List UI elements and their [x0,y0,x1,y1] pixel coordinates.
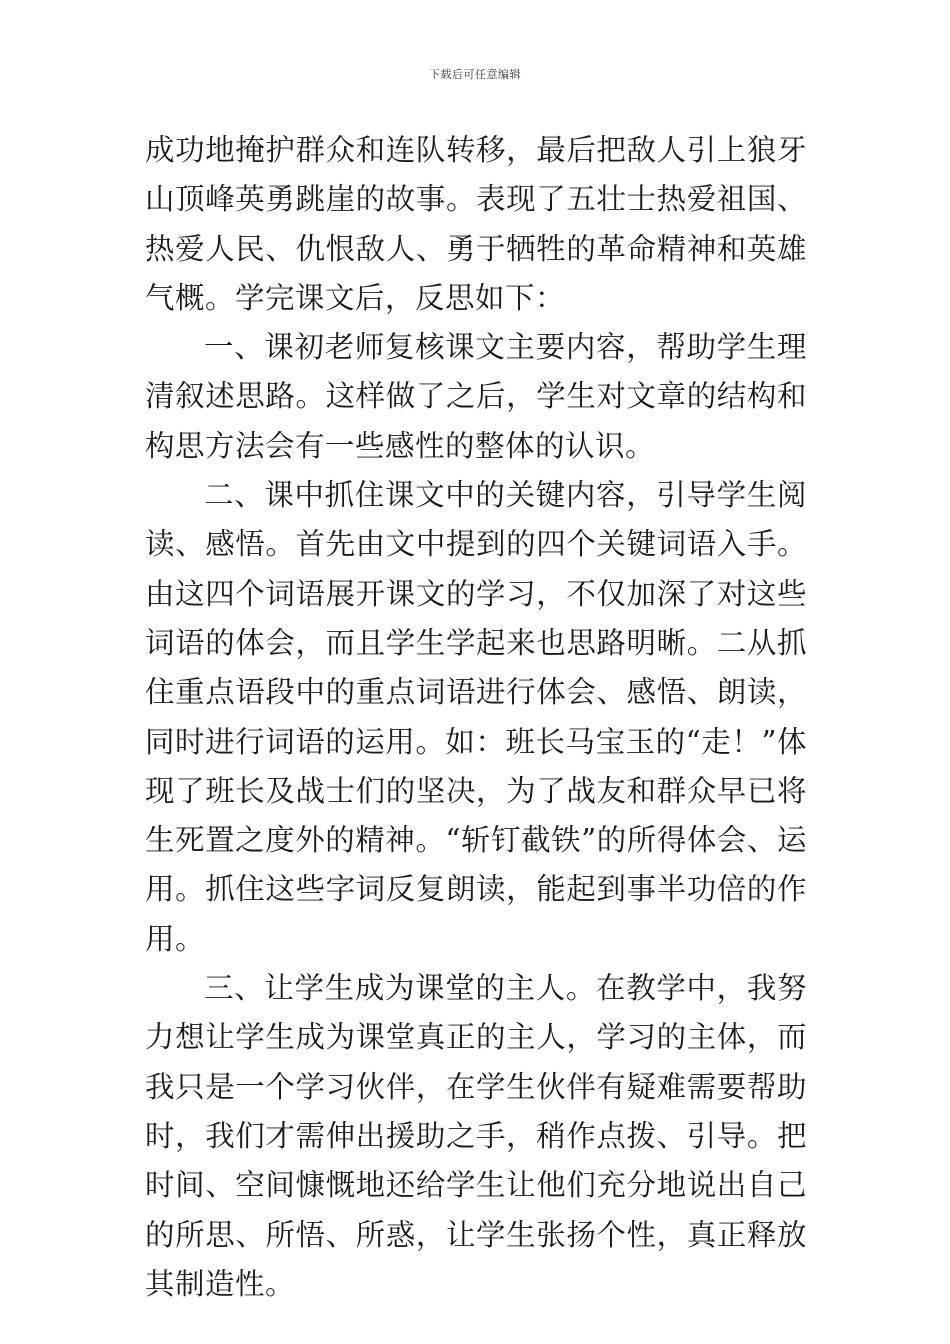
page-header: 下载后可任意编辑 [429,68,521,81]
paragraph-point-two: 二、课中抓住课文中的关键内容，引导学生阅读、感悟。首先由文中提到的四个关键词语入手。由这四个词语展开课文的学习，不仅加深了对这些词语的体会，而且学生学起来也思路明晰。二从抓住重点语段中的重点词语进行体会、感悟、朗读，同时进行词语的运用。如：班长马宝玉的“走！”体现了班长及战士们的坚决，为了战友和群众早已将生死置之度外的精神。“斩钉截铁”的所得体会、运用。抓住这些字词反复朗读，能起到事半功倍的作用。 [145,478,807,956]
paragraph-intro: 成功地掩护群众和连队转移，最后把敌人引上狼牙山顶峰英勇跳崖的故事。表现了五壮士热爱祖国、热爱人民、仇恨敌人、勇于牺牲的革命精神和英雄气概。学完课文后，反思如下： [145,133,807,315]
document-body [145,126,807,1309]
paragraph-point-one: 一、课初老师复核课文主要内容，帮助学生理清叙述思路。这样做了之后，学生对文章的结构和构思方法会有一些感性的整体的认识。 [145,330,807,463]
paragraph-point-three: 三、让学生成为课堂的主人。在教学中，我努力想让学生成为课堂真正的主人，学习的主体，而我只是一个学习伙伴，在学生伙伴有疑难需要帮助时，我们才需伸出援助之手，稍作点拨、引导。把时间、空间慷慨地还给学生让他们充分地说出自己的所思、所悟、所惑，让学生张扬个性，真正释放其制造性。 [145,971,807,1301]
